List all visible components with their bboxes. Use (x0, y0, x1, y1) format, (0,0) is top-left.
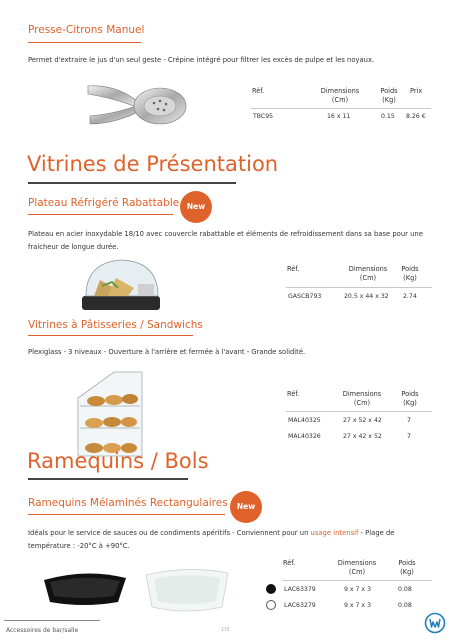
table-row-poids: 0.08 (398, 602, 412, 609)
page-number: 175 (221, 628, 230, 633)
presse-header-prix: Prix (410, 87, 423, 95)
lemon-squeezer-image (84, 76, 190, 138)
plateau-header-poids-unit: (Kg) (403, 274, 417, 282)
patisseries-header-ref: Réf. (287, 390, 300, 398)
footer-category: Accessoires de bar/salle (6, 627, 79, 634)
table-row-poids: 0.08 (398, 586, 412, 593)
patisseries-header-dim-label: Dimensions (342, 390, 382, 398)
color-swatch-white (266, 600, 276, 610)
ramequins-title-underline (28, 478, 188, 480)
plateau-table-divider (286, 287, 432, 288)
presse-row-poids: 0.15 (381, 113, 395, 120)
patisseries-header-poids-unit: (Kg) (403, 399, 417, 407)
vitrines-title-underline (28, 182, 236, 184)
pastry-display-image (74, 368, 146, 458)
ramequins-header-poids-label: Poids (398, 559, 416, 567)
plateau-title-underline (28, 214, 173, 215)
brand-logo-icon (424, 612, 446, 634)
patisseries-table-divider (286, 411, 432, 412)
plateau-row-ref: GASCB793 (288, 293, 322, 300)
ramequins-header-poids-unit: (Kg) (400, 568, 414, 576)
ramequins-header-dim-unit: (Cm) (348, 568, 366, 576)
ramequins-header-ref: Réf. (283, 559, 296, 567)
presse-header-poids (376, 87, 402, 105)
ramequins-description-part1: Idéals pour le service de sauces ou de condiments apéritifs - Conviennent pour un (28, 529, 311, 537)
plateau-description: Plateau en acier inoxydable 18/10 avec couvercle rabattable et éléments de refroidissement dans sa base pour une fraicheur de longue durée. (28, 230, 423, 251)
patisseries-title: Vitrines à Pâtisseries / Sandwichs (28, 319, 203, 331)
ramequins-sub-title: Ramequins Mélaminés Rectangulaires (28, 497, 228, 509)
plateau-header-dim-label: Dimensions (348, 265, 388, 273)
ramequins-new-badge: New (230, 491, 262, 523)
color-swatch-black (266, 584, 276, 594)
patisseries-title-underline (28, 335, 193, 336)
black-ramekin-image (40, 566, 130, 608)
presse-header-poids-unit: (Kg) (382, 96, 396, 104)
presse-title: Presse-Citrons Manuel (28, 24, 145, 36)
plateau-title: Plateau Réfrigéré Rabattable (28, 197, 180, 209)
white-ramekin-image (142, 565, 232, 615)
patisseries-description: Plexiglass - 3 niveaux - Ouverture à l'arrière et fermée à l'avant - Grande solidité. (28, 348, 306, 356)
presse-header-ref: Réf. (252, 87, 265, 95)
table-row-poids: 7 (407, 417, 411, 424)
presse-title-underline (28, 42, 141, 43)
plateau-row-poids: 2.74 (403, 293, 417, 300)
patisseries-header-dim (338, 390, 386, 408)
table-row-ref: MAL40326 (288, 433, 321, 440)
plateau-header-dim (344, 265, 392, 283)
table-row-poids: 7 (407, 433, 411, 440)
plateau-header-ref: Réf. (287, 265, 300, 273)
ramequins-description-part2: - Plage de température : -20°C à +90°C. (28, 529, 395, 550)
patisseries-header-poids (397, 390, 423, 408)
plateau-header-poids-label: Poids (401, 265, 419, 273)
ramequins-header-dim (333, 559, 381, 577)
ramequins-table-divider (282, 580, 432, 581)
ramequins-header-poids (394, 559, 420, 577)
presse-row-dim: 16 x 11 (327, 113, 351, 120)
patisseries-header-dim-unit: (Cm) (353, 399, 371, 407)
refrigerated-tray-image (78, 256, 164, 316)
presse-header-poids-label: Poids (380, 87, 398, 95)
patisseries-header-poids-label: Poids (401, 390, 419, 398)
ramequins-title: Ramequins / Bols (27, 449, 209, 473)
table-row-ref: MAL40325 (288, 417, 321, 424)
presse-row-prix: 8.26 € (406, 113, 426, 120)
plateau-new-badge: New (180, 191, 212, 223)
presse-description: Permet d'extraire le jus d'un seul geste - Crépine intégré pour filtrer les excès de pulpe et les noyaux. (28, 56, 375, 64)
plateau-row-dim: 20.5 x 44 x 32 (344, 293, 389, 300)
table-row-dim: 27 x 52 x 42 (343, 417, 382, 424)
ramequins-description-accent: usage intensif (310, 529, 359, 537)
presse-header-dim-label: Dimensions (320, 87, 360, 95)
plateau-header-dim-unit: (Cm) (359, 274, 377, 282)
presse-table-divider (251, 108, 431, 109)
footer-divider (4, 620, 100, 621)
table-row-dim: 9 x 7 x 3 (344, 602, 372, 609)
ramequins-header-dim-label: Dimensions (337, 559, 377, 567)
ramequins-sub-title-underline (28, 514, 225, 515)
presse-row-ref: TBC95 (253, 113, 274, 120)
table-row-ref: LAC63279 (284, 602, 316, 609)
plateau-header-poids (397, 265, 423, 283)
table-row-ref: LAC63379 (284, 586, 316, 593)
presse-header-dim (316, 87, 364, 105)
table-row-dim: 9 x 7 x 3 (344, 586, 372, 593)
table-row-dim: 27 x 42 x 52 (343, 433, 382, 440)
vitrines-title: Vitrines de Présentation (27, 152, 279, 176)
ramequins-description (28, 527, 436, 553)
presse-header-dim-unit: (Cm) (331, 96, 349, 104)
